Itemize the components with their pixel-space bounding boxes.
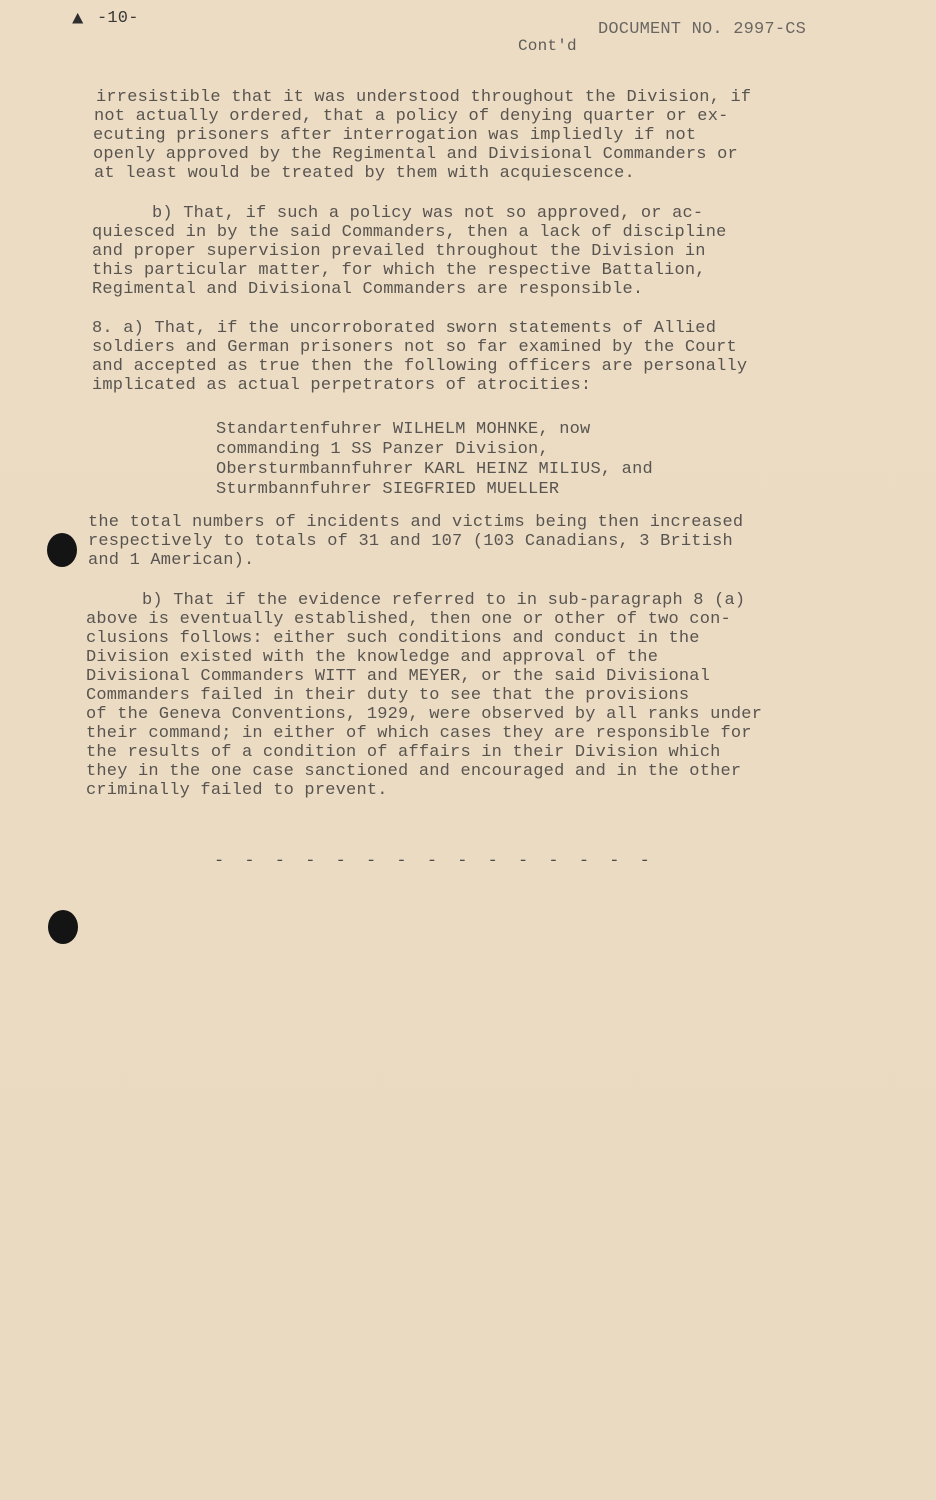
text-line: their command; in either of which cases they are responsible for [86, 724, 752, 743]
text-line: of the Geneva Conventions, 1929, were observed by all ranks under [86, 705, 763, 724]
text-line: and 1 American). [88, 551, 255, 570]
text-line: clusions follows: either such conditions and conduct in the [86, 629, 700, 648]
text-line: at least would be treated by them with acquiescence. [94, 164, 635, 183]
text-line: Divisional Commanders WITT and MEYER, or the said Divisional [86, 667, 711, 686]
text-line: they in the one case sanctioned and encouraged and in the other [86, 762, 742, 781]
continued-label: Cont'd [518, 37, 577, 55]
text-line: this particular matter, for which the respective Battalion, [92, 261, 706, 280]
officer-line: commanding 1 SS Panzer Division, [216, 440, 549, 459]
page-number: -10- [97, 9, 139, 28]
document-reference: DOCUMENT NO. 2997-CS [598, 20, 807, 39]
punch-hole-top [47, 533, 77, 567]
punch-hole-bottom [48, 910, 78, 944]
officer-line: Standartenfuhrer WILHELM MOHNKE, now [216, 420, 591, 439]
text-line: b) That if the evidence referred to in sub-paragraph 8 (a) [142, 591, 746, 610]
text-line: not actually ordered, that a policy of denying quarter or ex- [94, 107, 729, 126]
text-line: and accepted as true then the following officers are personally [92, 357, 748, 376]
text-line: openly approved by the Regimental and Divisional Commanders or [93, 145, 738, 164]
text-line: the total numbers of incidents and victims being then increased [88, 513, 744, 532]
text-line: irresistible that it was understood throughout the Division, if [96, 88, 752, 107]
text-line: above is eventually established, then one or other of two con- [86, 610, 731, 629]
text-line: quiesced in by the said Commanders, then a lack of discipline [92, 223, 727, 242]
closing-dashed-rule: - - - - - - - - - - - - - - - [214, 852, 655, 871]
officer-line: Obersturmbannfuhrer KARL HEINZ MILIUS, and [216, 460, 653, 479]
text-line: the results of a condition of affairs in their Division which [86, 743, 721, 762]
text-line: and proper supervision prevailed throughout the Division in [92, 242, 706, 261]
text-line: Division existed with the knowledge and approval of the [86, 648, 659, 667]
page-marker-icon: ▲ [72, 8, 84, 30]
text-line: Regimental and Divisional Commanders are responsible. [92, 280, 644, 299]
officer-line: Sturmbannfuhrer SIEGFRIED MUELLER [216, 480, 560, 499]
text-line: ecuting prisoners after interrogation was impliedly if not [93, 126, 697, 145]
text-line: b) That, if such a policy was not so approved, or ac- [152, 204, 704, 223]
text-line: respectively to totals of 31 and 107 (103 Canadians, 3 British [88, 532, 733, 551]
text-line: implicated as actual perpetrators of atrocities: [92, 376, 592, 395]
text-line: Commanders failed in their duty to see that the provisions [86, 686, 690, 705]
text-line: soldiers and German prisoners not so far examined by the Court [92, 338, 737, 357]
text-line: criminally failed to prevent. [86, 781, 388, 800]
text-line: 8. a) That, if the uncorroborated sworn statements of Allied [92, 319, 717, 338]
